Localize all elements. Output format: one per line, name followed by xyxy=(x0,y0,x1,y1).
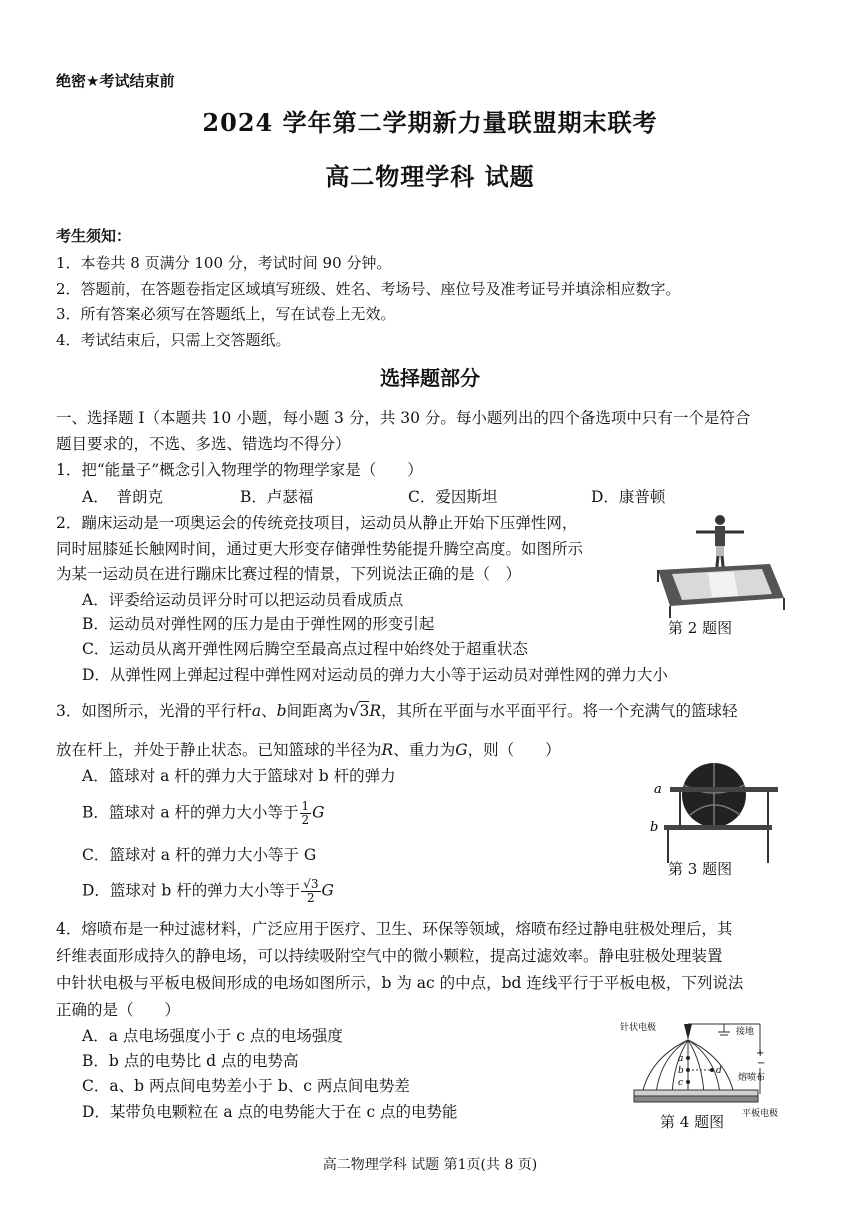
fig-label-a: a xyxy=(654,782,662,797)
q3-option-d-text: D．篮球对 b 杆的弹力大小等于 xyxy=(82,881,301,900)
q4-option-a: A．a 点电场强度小于 c 点的电场强度 xyxy=(82,1027,343,1045)
q3-option-d-g: G xyxy=(321,881,334,900)
q2-option-a: A．评委给运动员评分时可以把运动员看成质点 xyxy=(82,591,404,609)
fraction-numerator: √3 xyxy=(303,877,319,891)
q3-var-a: a xyxy=(251,702,262,720)
fig-label-plate: 平板电极 xyxy=(742,1109,779,1119)
fig-point-b: b xyxy=(678,1066,684,1076)
confidential-label: 绝密★考试结束前 xyxy=(56,72,175,90)
q3-stem-text: 3．如图所示，光滑的平行杆 xyxy=(56,702,252,720)
fig-point-c: c xyxy=(678,1078,684,1088)
q3-var-b: b xyxy=(276,702,287,720)
exam-subtitle: 高二物理学科 试题 xyxy=(325,162,535,191)
fraction-denominator: 2 xyxy=(301,813,310,827)
q2-option-d: D．从弹性网上弹起过程中弹性网对运动员的弹力大小等于运动员对弹性网的弹力大小 xyxy=(82,666,668,684)
q1-option-d: D．康普顿 xyxy=(591,488,666,506)
q4-stem-cont: 正确的是（ ） xyxy=(56,1001,181,1019)
q3-figure-caption: 第 3 题图 xyxy=(668,860,733,878)
q2-stem-cont: 为某一运动员在进行蹦床比赛过程的情景，下列说法正确的是（ ） xyxy=(56,565,522,583)
q3-stem-cont xyxy=(56,738,561,760)
fig-point-d: d xyxy=(716,1066,722,1076)
notice-item: 3．所有答案必须写在答题纸上，写在试卷上无效。 xyxy=(56,305,396,323)
exam-title: 2024 学年第二学期新力量联盟期末联考 xyxy=(202,108,658,137)
q4-figure-caption: 第 4 题图 xyxy=(660,1113,725,1131)
q3-option-b-fraction xyxy=(300,800,312,827)
q4-option-c: C．a、b 两点间电势差小于 b、c 两点间电势差 xyxy=(82,1077,410,1095)
q3-sep: 、 xyxy=(261,702,277,720)
q1-stem: 1．把“能量子”概念引入物理学的物理学家是（ ） xyxy=(56,461,423,479)
page-footer: 高二物理学科 试题 第1页(共 8 页) xyxy=(322,1157,538,1173)
q3-option-b xyxy=(82,800,325,827)
q2-figure-caption: 第 2 题图 xyxy=(668,619,733,637)
q2-trampoline-figure xyxy=(650,510,790,620)
fraction-denominator: 2 xyxy=(307,891,315,905)
q3-stem-text: 间距离为 xyxy=(286,702,349,720)
part1-instructions-cont: 题目要求的，不选、多选、错选均不得分） xyxy=(56,435,351,453)
q1-option-b: B．卢瑟福 xyxy=(240,488,314,506)
q3-option-c: C．篮球对 a 杆的弹力大小等于 G xyxy=(82,846,317,864)
q4-option-d: D．某带负电颗粒在 a 点的电势能大于在 c 点的电势能 xyxy=(82,1103,458,1121)
notice-item: 4．考试结束后，只需上交答题纸。 xyxy=(56,331,291,349)
q2-stem-cont: 同时屈膝延长触网时间，通过更大形变存储弹性势能提升腾空高度。如图所示 xyxy=(56,540,584,558)
fraction-numerator: 1 xyxy=(301,799,310,813)
fig-point-a: a xyxy=(678,1054,684,1064)
q3-sqrt-value: 3 xyxy=(359,702,370,720)
q4-stem: 4．熔喷布是一种过滤材料，广泛应用于医疗、卫生、环保等领域，熔喷布经过静电驻极处理后，其 xyxy=(56,920,733,938)
q3-stem xyxy=(56,699,738,721)
q2-stem: 2．蹦床运动是一项奥运会的传统竞技项目，运动员从静止开始下压弹性网， xyxy=(56,514,578,532)
q4-stem-cont: 中针状电极与平板电极间形成的电场如图所示，b 为 ac 的中点，bd 连线平行于平板电极，下列说法 xyxy=(56,974,744,992)
q3-dist-unit: R xyxy=(369,702,381,720)
q3-option-a: A．篮球对 a 杆的弹力大于篮球对 b 杆的弹力 xyxy=(82,767,396,785)
q2-option-c: C．运动员从离开弹性网后腾空至最高点过程中始终处于超重状态 xyxy=(82,640,528,658)
notice-item: 2．答题前，在答题卷指定区域填写班级、姓名、考场号、座位号及准考证号并填涂相应数字。 xyxy=(56,280,681,298)
fig-label-ground: 接地 xyxy=(736,1027,755,1037)
notice-heading: 考生须知： xyxy=(56,227,132,245)
q1-option-c: C．爱因斯坦 xyxy=(408,488,498,506)
q2-option-b: B．运动员对弹性网的压力是由于弹性网的形变引起 xyxy=(82,615,435,633)
q3-var-g: G xyxy=(455,741,468,759)
q3-stem-text: ，其所在平面与水平面平行。将一个充满气的篮球轻 xyxy=(380,702,738,720)
q3-option-d xyxy=(82,878,334,905)
fig-label-b: b xyxy=(650,820,659,835)
q4-stem-cont: 纤维表面形成持久的静电场，可以持续吸附空气中的微小颗粒，提高过滤效率。静电驻极处理装置 xyxy=(56,947,723,965)
notice-item: 1．本卷共 8 页满分 100 分，考试时间 90 分钟。 xyxy=(56,254,392,272)
fig-label-needle: 针状电极 xyxy=(620,1023,657,1033)
q3-sqrt-sign: √ xyxy=(348,701,360,721)
q3-option-b-text: B．篮球对 a 杆的弹力大小等于 xyxy=(82,803,299,822)
q3-option-d-fraction xyxy=(301,878,320,905)
q3-var-r: R xyxy=(381,741,394,759)
fig-plus-sign: + xyxy=(756,1048,765,1059)
q4-option-b: B．b 点的电势比 d 点的电势高 xyxy=(82,1052,299,1070)
q3-stem-text: 、重力为 xyxy=(393,741,456,759)
q3-basketball-figure xyxy=(650,755,780,865)
section-title: 选择题部分 xyxy=(380,366,480,390)
q3-stem-text: 放在杆上，并处于静止状态。已知篮球的半径为 xyxy=(56,741,382,759)
q3-stem-text: ，则（ ） xyxy=(467,741,561,759)
q1-option-a: A． 普朗克 xyxy=(82,488,163,506)
fig-minus-sign: − xyxy=(757,1058,766,1069)
q3-option-b-g: G xyxy=(312,803,325,822)
fig-label-cloth: 熔喷布 xyxy=(738,1073,766,1083)
part1-instructions: 一、选择题 I（本题共 10 小题，每小题 3 分，共 30 分。每小题列出的四个备选项中只有一个是符合 xyxy=(56,409,751,427)
